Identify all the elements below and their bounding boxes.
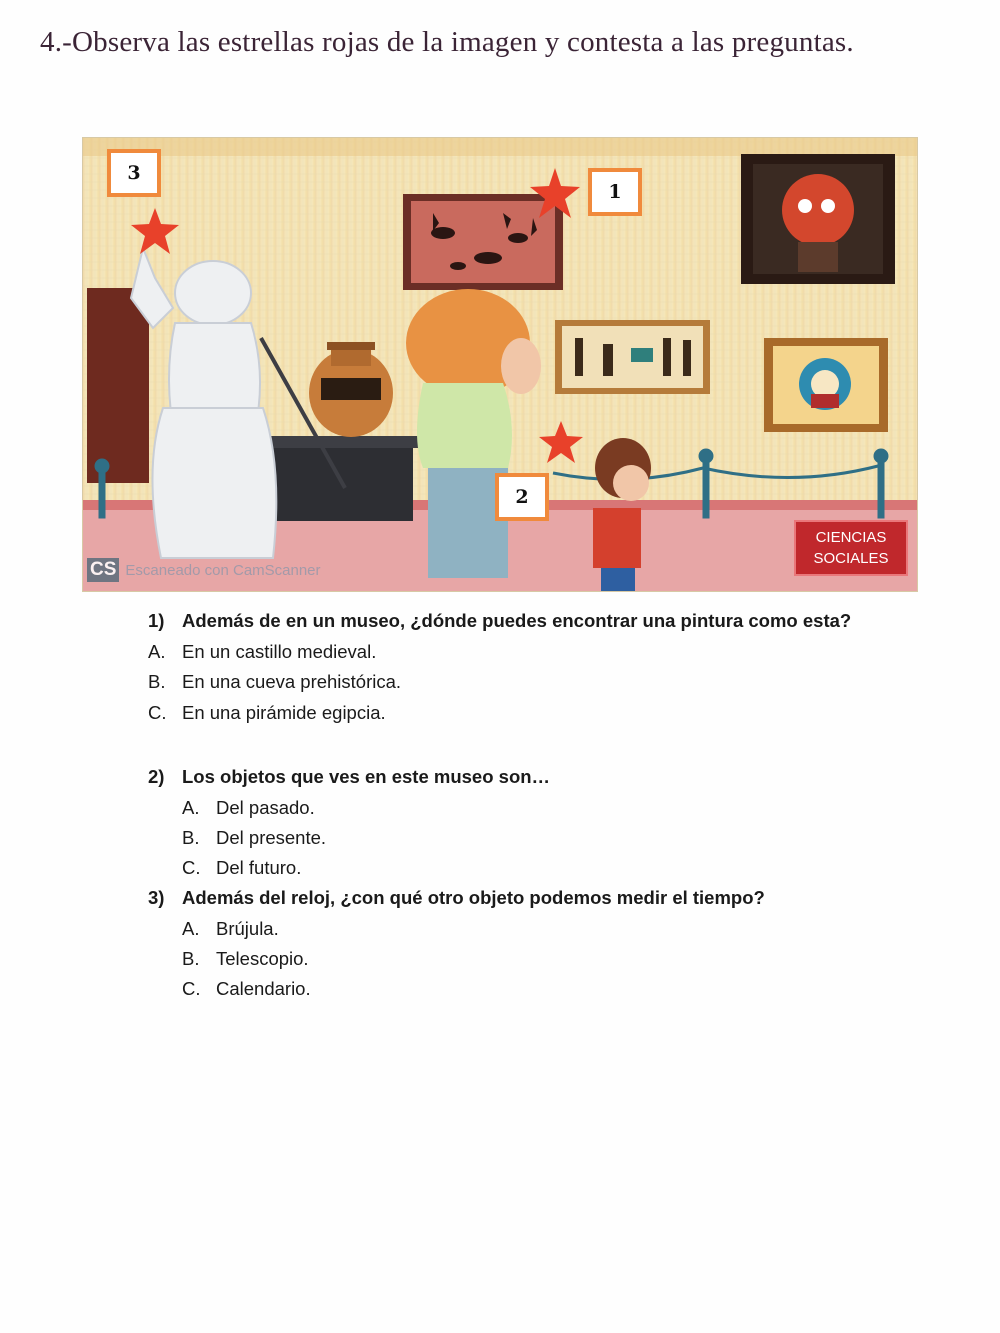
question-1 [148, 610, 851, 632]
option-text: Brújula. [216, 918, 279, 939]
wall-top-strip [83, 138, 917, 156]
option-1b[interactable] [148, 671, 401, 693]
option-text: Del presente. [216, 827, 327, 848]
question-number: 2) [148, 766, 165, 787]
ciencias-sociales-badge [794, 520, 908, 576]
question-text: Además de en un museo, ¿dónde puedes encontrar una pintura como esta? [182, 610, 852, 631]
museum-scene-drawing [83, 138, 917, 591]
camscanner-text: Escaneado con CamScanner [125, 561, 321, 579]
portrait-painting [741, 154, 895, 284]
dark-door [87, 288, 149, 483]
question-2 [148, 766, 550, 788]
option-1a[interactable] [148, 641, 376, 663]
option-text: Del pasado. [216, 797, 315, 818]
option-letter: A. [148, 641, 166, 662]
option-2a[interactable] [182, 797, 315, 819]
camscanner-watermark [87, 556, 321, 584]
question-number: 1) [148, 610, 165, 631]
question-number: 3) [148, 887, 165, 908]
option-text: Del futuro. [216, 857, 302, 878]
option-letter: A. [182, 918, 200, 939]
option-letter: A. [182, 797, 200, 818]
museum-illustration [82, 137, 918, 592]
option-3b[interactable] [182, 948, 309, 970]
option-3a[interactable] [182, 918, 279, 940]
mask-painting [764, 338, 888, 432]
option-letter: B. [148, 671, 166, 692]
cave-painting [403, 194, 563, 290]
page-heading: 4.-Observa las estrellas rojas de la imagen y contesta a las preguntas. [40, 26, 854, 58]
option-1c[interactable] [148, 702, 386, 724]
question-3 [148, 887, 765, 909]
option-3c[interactable] [182, 978, 311, 1000]
badge-line-2: SOCIALES [813, 550, 889, 567]
option-2b[interactable] [182, 827, 326, 849]
egyptian-painting [555, 320, 710, 394]
option-text: En una cueva prehistórica. [182, 671, 402, 692]
option-letter: B. [182, 948, 200, 969]
option-text: Telescopio. [216, 948, 309, 969]
option-text: Calendario. [216, 978, 311, 999]
option-letter: C. [182, 857, 201, 878]
option-text: En una pirámide egipcia. [182, 702, 386, 723]
option-letter: B. [182, 827, 200, 848]
marker-2: 2 [495, 473, 549, 521]
option-2c[interactable] [182, 857, 301, 879]
question-text: Los objetos que ves en este museo son… [182, 766, 551, 787]
option-text: En un castillo medieval. [182, 641, 377, 662]
option-letter: C. [148, 702, 167, 723]
question-text: Además del reloj, ¿con qué otro objeto podemos medir el tiempo? [182, 887, 765, 908]
badge-line-1: CIENCIAS [815, 529, 887, 546]
marker-3: 3 [107, 149, 161, 197]
marker-1: 1 [588, 168, 642, 216]
camscanner-logo: CS [87, 558, 119, 582]
option-letter: C. [182, 978, 201, 999]
